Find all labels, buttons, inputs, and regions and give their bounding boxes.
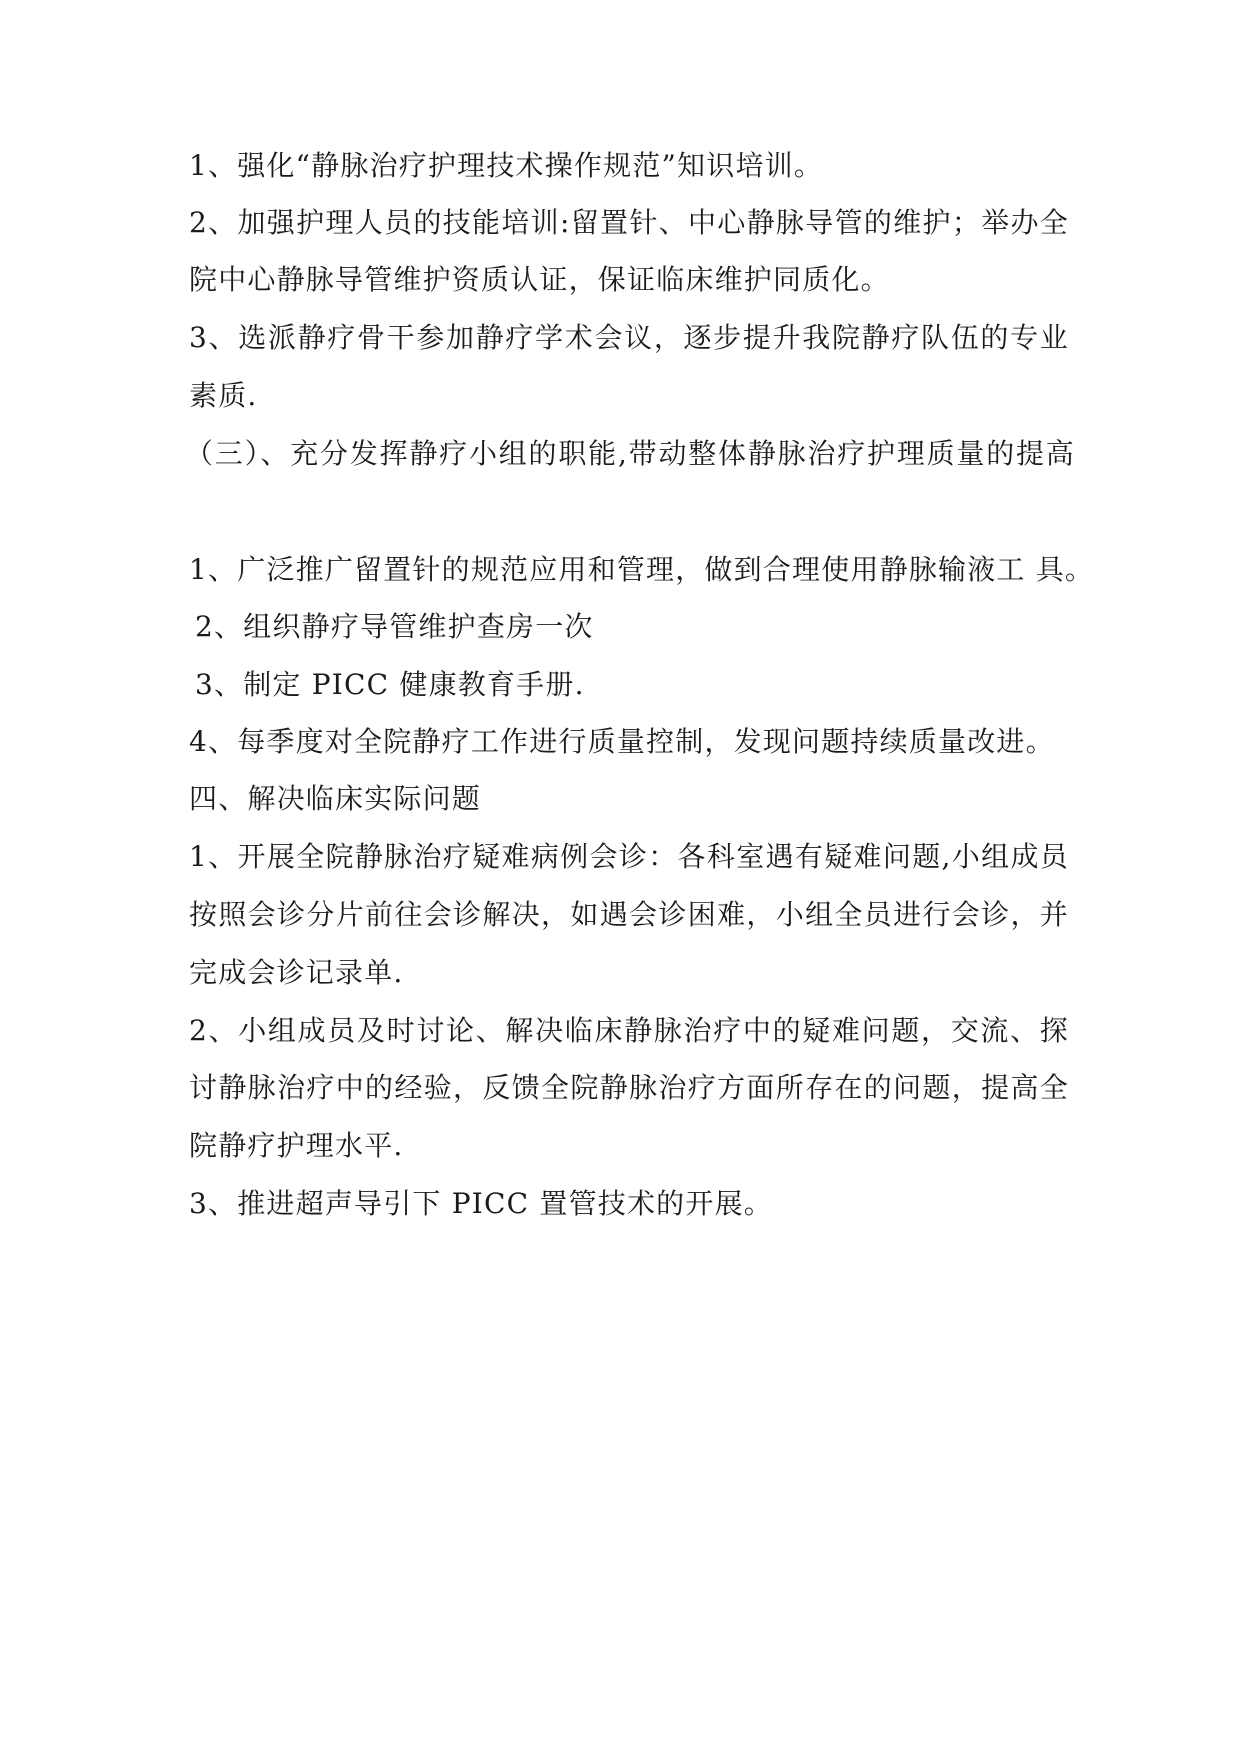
text-line: 3、选派静疗骨干参加静疗学术会议，逐步提升我院静疗队伍的专业 xyxy=(189,321,1069,354)
text-line: 1、强化“静脉治疗护理技术操作规范”知识培训。 xyxy=(189,149,824,182)
text-line: 2、小组成员及时讨论、解决临床静脉治疗中的疑难问题，交流、探 xyxy=(189,1014,1069,1047)
text-line: 院静疗护理水平. xyxy=(189,1129,404,1162)
text-line: 2、加强护理人员的技能培训:留置针、中心静脉导管的维护；举办全 xyxy=(189,206,1069,239)
text-line: 2、组织静疗导管维护查房一次 xyxy=(195,610,594,643)
text-line: 1、开展全院静脉治疗疑难病例会诊：各科室遇有疑难问题,小组成员 xyxy=(189,840,1069,873)
text-line: 素质. xyxy=(189,379,258,412)
text-line: 1、广泛推广留置针的规范应用和管理，做到合理使用静脉输液工 具。 xyxy=(189,553,1095,586)
text-line: 按照会诊分片前往会诊解决，如遇会诊困难，小组全员进行会诊，并 xyxy=(189,898,1069,931)
section-heading: （三）、充分发挥静疗小组的职能,带动整体静脉治疗护理质量的提高 xyxy=(185,437,1075,470)
section-heading: 四、解决临床实际问题 xyxy=(189,782,482,815)
text-line: 完成会诊记录单. xyxy=(189,956,404,989)
text-line: 4、每季度对全院静疗工作进行质量控制，发现问题持续质量改进。 xyxy=(189,725,1055,758)
text-line: 3、制定 PICC 健康教育手册. xyxy=(195,668,585,701)
text-line: 院中心静脉导管维护资质认证，保证临床维护同质化。 xyxy=(189,263,890,296)
text-line: 讨静脉治疗中的经验，反馈全院静脉治疗方面所存在的问题，提高全 xyxy=(189,1071,1069,1104)
text-line: 3、推进超声导引下 PICC 置管技术的开展。 xyxy=(189,1187,773,1220)
